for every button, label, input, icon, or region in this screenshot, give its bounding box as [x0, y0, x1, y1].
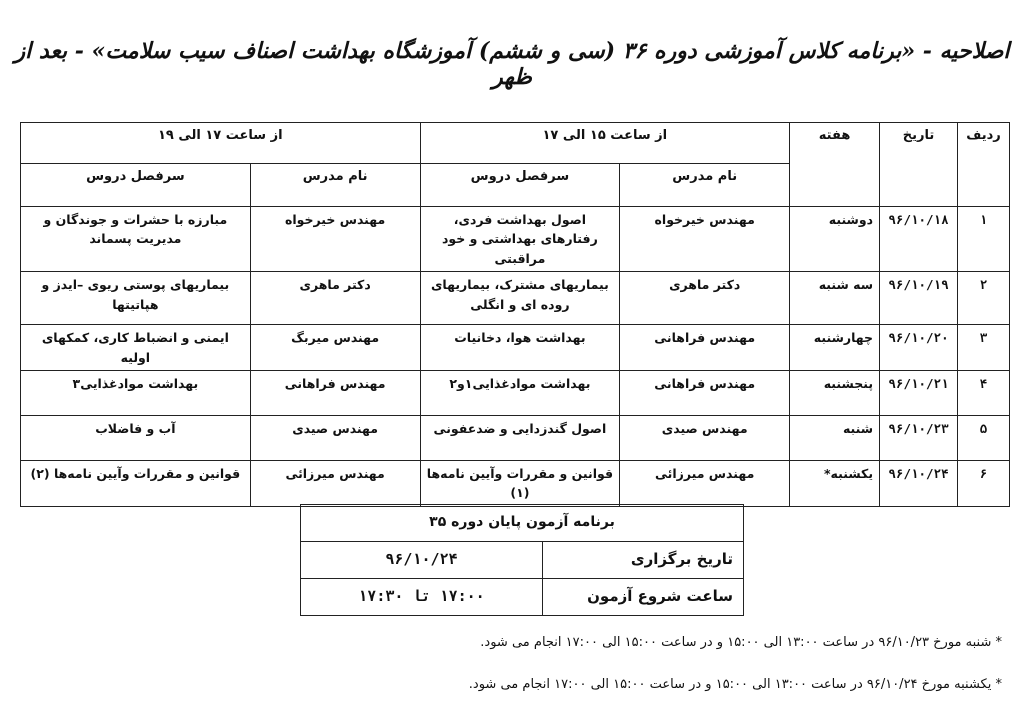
cell-date: ۹۶/۱۰/۲۱	[880, 370, 958, 415]
cell-teacher-2: مهندس فراهانی	[250, 370, 420, 415]
cell-date: ۹۶/۱۰/۲۳	[880, 415, 958, 460]
exam-table	[300, 504, 744, 616]
cell-teacher-1: مهندس میرزائی	[620, 460, 790, 506]
cell-date: ۹۶/۱۰/۱۹	[880, 272, 958, 325]
table-row	[21, 415, 1010, 460]
exam-title: برنامه آزمون پایان دوره ۳۵	[301, 505, 744, 542]
cell-syllabus-2: بهداشت موادغذایی۳	[21, 370, 251, 415]
exam-time-label: ساعت شروع آزمون	[543, 579, 744, 616]
cell-teacher-1: مهندس صیدی	[620, 415, 790, 460]
exam-date-label: تاریخ برگزاری	[543, 542, 744, 579]
cell-date: ۹۶/۱۰/۲۴	[880, 460, 958, 506]
cell-teacher-2: مهندس خیرخواه	[250, 207, 420, 272]
cell-row-no: ۶	[958, 460, 1010, 506]
cell-teacher-2: مهندس میربگ	[250, 325, 420, 371]
cell-row-no: ۵	[958, 415, 1010, 460]
cell-teacher-2: دکتر ماهری	[250, 272, 420, 325]
header-row-no: ردیف	[958, 123, 1010, 164]
subheader-teacher-1: نام مدرس	[620, 164, 790, 207]
subheader-blank	[880, 164, 958, 207]
cell-weekday: شنبه	[790, 415, 880, 460]
cell-syllabus-2: قوانین و مقررات وآیین نامه‌ها (۲)	[21, 460, 251, 506]
exam-title-row	[301, 505, 744, 542]
cell-syllabus-1: قوانین و مقررات وآیین نامه‌ها (۱)	[420, 460, 620, 506]
cell-date: ۹۶/۱۰/۲۰	[880, 325, 958, 371]
subheader-teacher-2: نام مدرس	[250, 164, 420, 207]
schedule-table	[20, 122, 1010, 507]
header-slot-1: از ساعت ۱۵ الی ۱۷	[420, 123, 790, 164]
subheader-row	[21, 164, 1010, 207]
exam-time-row	[301, 579, 744, 616]
cell-syllabus-1: اصول گندزدایی و ضدعفونی	[420, 415, 620, 460]
cell-teacher-1: مهندس فراهانی	[620, 325, 790, 371]
exam-date-row	[301, 542, 744, 579]
cell-syllabus-2: مبارزه با حشرات و جوندگان و مدیریت پسماند	[21, 207, 251, 272]
cell-row-no: ۳	[958, 325, 1010, 371]
cell-weekday: پنجشنبه	[790, 370, 880, 415]
cell-syllabus-2: بیماریهای پوستی ریوی –ایدز و هپاتیتها	[21, 272, 251, 325]
cell-weekday: چهارشنبه	[790, 325, 880, 371]
footnote-saturday: * شنبه مورخ ۹۶/۱۰/۲۳ در ساعت ۱۳:۰۰ الی ۱۵:۰۰ و در ساعت ۱۵:۰۰ الی ۱۷:۰۰ انجام می شود.	[480, 635, 1002, 650]
cell-row-no: ۴	[958, 370, 1010, 415]
table-row	[21, 272, 1010, 325]
exam-time-value: ۱۷:۰۰ تا ۱۷:۳۰	[301, 579, 543, 616]
exam-date-value: ۹۶/۱۰/۲۴	[301, 542, 543, 579]
cell-teacher-2: مهندس میرزائی	[250, 460, 420, 506]
cell-syllabus-1: بهداشت هوا، دخانیات	[420, 325, 620, 371]
cell-syllabus-2: ایمنی و انضباط کاری، کمکهای اولیه	[21, 325, 251, 371]
cell-date: ۹۶/۱۰/۱۸	[880, 207, 958, 272]
subheader-blank	[790, 164, 880, 207]
cell-row-no: ۲	[958, 272, 1010, 325]
cell-teacher-1: مهندس خیرخواه	[620, 207, 790, 272]
page-title: اصلاحیه - «برنامه کلاس آموزشی دوره ۳۶ (سی و ششم) آموزشگاه بهداشت اصناف سیب سلامت» - بعد از ظهر	[14, 38, 1010, 90]
cell-syllabus-1: بهداشت موادغذایی۱و۲	[420, 370, 620, 415]
header-row	[21, 123, 1010, 164]
cell-row-no: ۱	[958, 207, 1010, 272]
cell-teacher-1: مهندس فراهانی	[620, 370, 790, 415]
table-row	[21, 325, 1010, 371]
cell-syllabus-1: اصول بهداشت فردی، رفتارهای بهداشتی و خود مراقبتی	[420, 207, 620, 272]
subheader-blank	[958, 164, 1010, 207]
table-row	[21, 207, 1010, 272]
header-date: تاریخ	[880, 123, 958, 164]
footnote-sunday: * یکشنبه مورخ ۹۶/۱۰/۲۴ در ساعت ۱۳:۰۰ الی ۱۵:۰۰ و در ساعت ۱۵:۰۰ الی ۱۷:۰۰ انجام می شود.	[468, 677, 1002, 692]
cell-teacher-2: مهندس صیدی	[250, 415, 420, 460]
cell-syllabus-2: آب و فاضلاب	[21, 415, 251, 460]
cell-weekday: سه شنبه	[790, 272, 880, 325]
header-weekday: هفته	[790, 123, 880, 164]
table-row	[21, 370, 1010, 415]
cell-teacher-1: دکتر ماهری	[620, 272, 790, 325]
subheader-syllabus-1: سرفصل دروس	[420, 164, 620, 207]
cell-weekday: دوشنبه	[790, 207, 880, 272]
cell-syllabus-1: بیماریهای مشترک، بیماریهای روده ای و انگلی	[420, 272, 620, 325]
header-slot-2: از ساعت ۱۷ الی ۱۹	[21, 123, 421, 164]
table-row	[21, 460, 1010, 506]
subheader-syllabus-2: سرفصل دروس	[21, 164, 251, 207]
cell-weekday: یکشنبه*	[790, 460, 880, 506]
